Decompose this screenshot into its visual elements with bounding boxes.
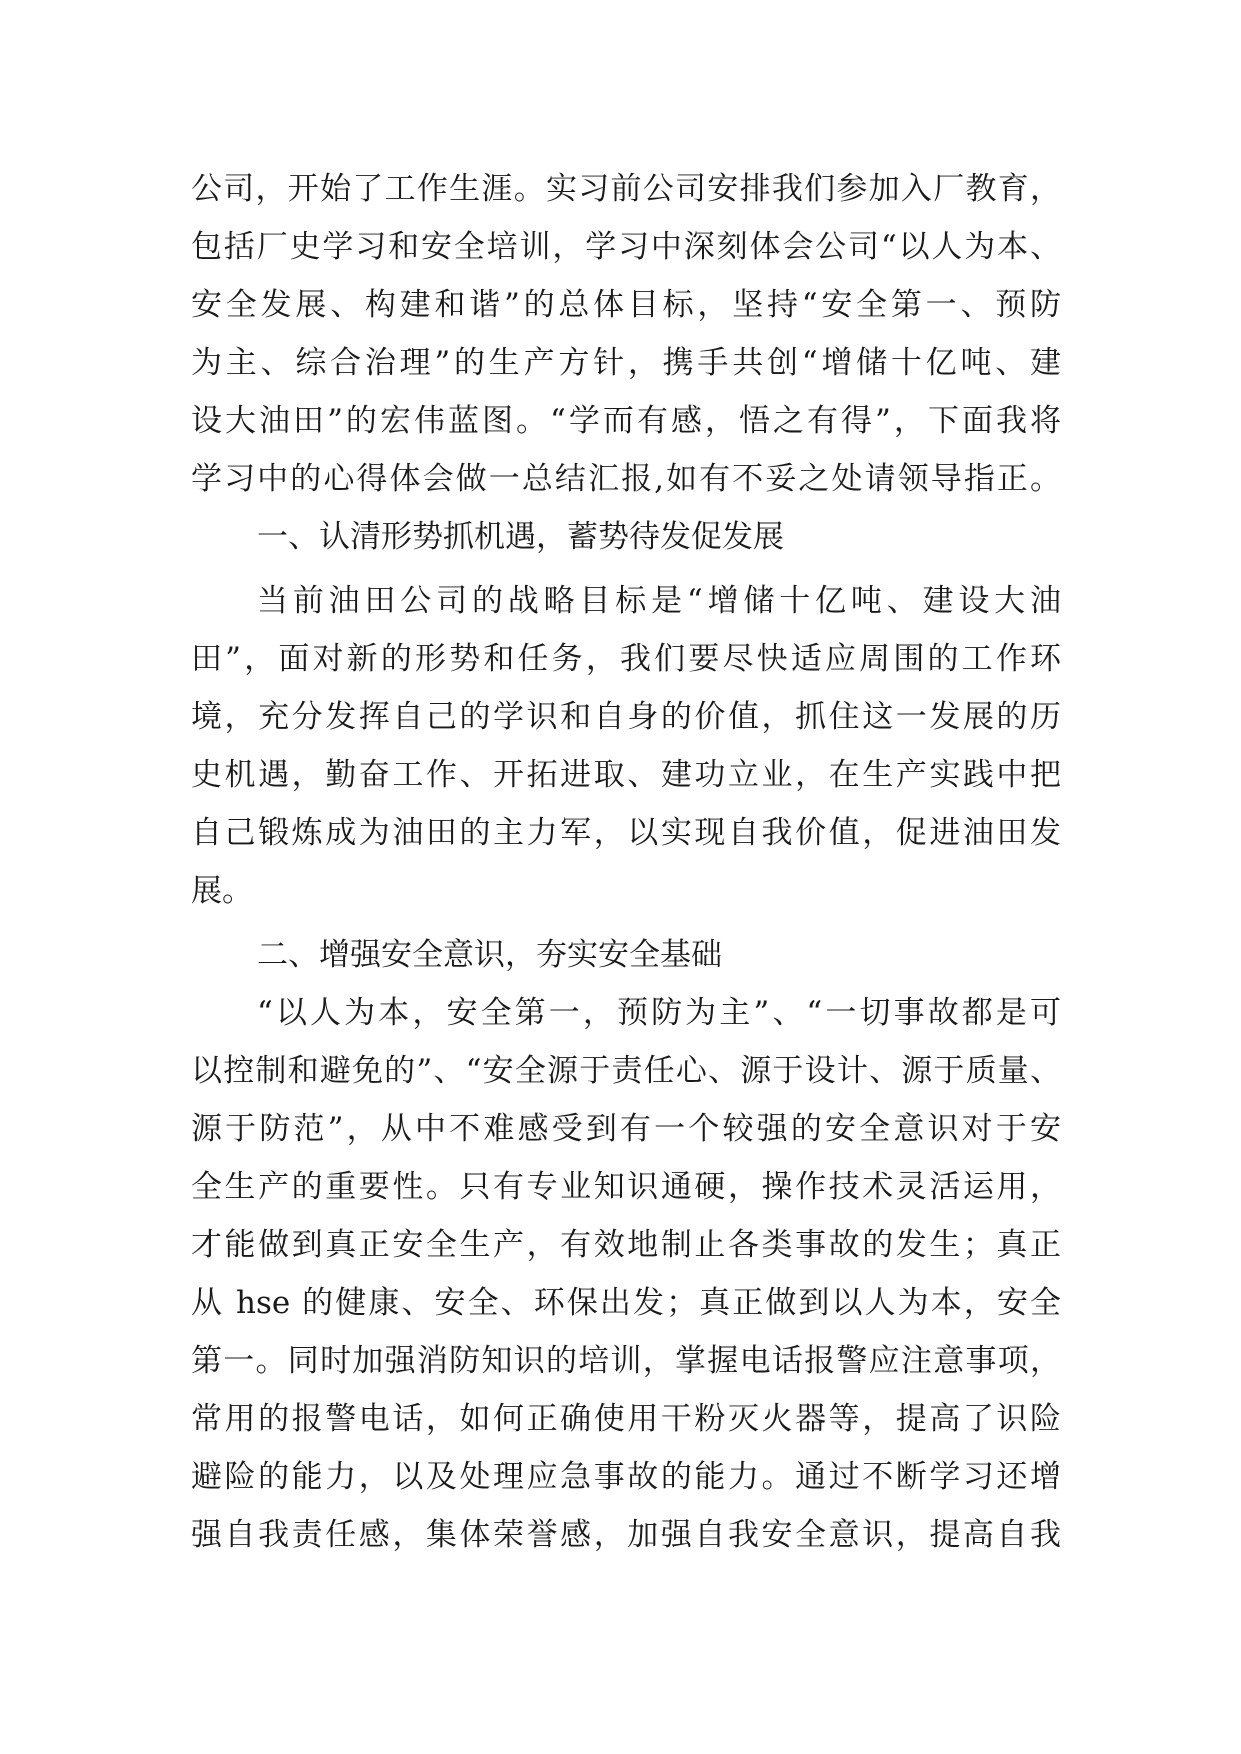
document-body [191,160,1061,1564]
paragraph-section-2 [191,984,1061,1564]
text-line: 安全发展、构建和谐”的总体目标，坚持“安全第一、预防 [191,287,1061,323]
text-line: 避险的能力，以及处理应急事故的能力。通过不断学习还增 [191,1459,1061,1495]
text-line: 设大油田”的宏伟蓝图。“学而有感，悟之有得”，下面我将 [191,403,1061,439]
paragraph-section-1 [191,572,1061,920]
heading-text: 一、认清形势抓机遇，蓄势待发促发展 [257,519,784,555]
text-line: 从 hse 的健康、安全、环保出发；真正做到以人为本，安全 [191,1285,1061,1321]
text-line: 田”，面对新的形势和任务，我们要尽快适应周围的工作环 [191,641,1061,677]
text-line: 第一。同时加强消防知识的培训，掌握电话报警应注意事项， [191,1343,1061,1379]
text-line: “以人为本，安全第一，预防为主”、“一切事故都是可 [257,995,1061,1031]
paragraph-intro [191,160,1061,508]
text-line: 学习中的心得体会做一总结汇报,如有不妥之处请领导指正。 [191,461,1061,497]
text-line: 为主、综合治理”的生产方针，携手共创“增储十亿吨、建 [191,345,1061,381]
text-line: 公司，开始了工作生涯。实习前公司安排我们参加入厂教育， [191,171,1061,207]
text-line: 境，充分发挥自己的学识和自身的价值，抓住这一发展的历 [191,699,1061,735]
text-line: 自己锻炼成为油田的主力军，以实现自我价值，促进油田发 [191,815,1061,851]
text-line: 常用的报警电话，如何正确使用干粉灭火器等，提高了识险 [191,1401,1061,1437]
text-line: 包括厂史学习和安全培训，学习中深刻体会公司“以人为本、 [191,229,1061,265]
text-line: 才能做到真正安全生产，有效地制止各类事故的发生；真正 [191,1227,1061,1263]
text-line: 全生产的重要性。只有专业知识通硬，操作技术灵活运用， [191,1169,1061,1205]
text-line: 展。 [191,873,253,909]
text-line: 强自我责任感，集体荣誉感，加强自我安全意识，提高自我 [191,1517,1061,1553]
text-line: 史机遇，勤奋工作、开拓进取、建功立业，在生产实践中把 [191,757,1061,793]
section-heading-1 [191,508,1061,566]
text-line: 当前油田公司的战略目标是“增储十亿吨、建设大油 [257,583,1061,619]
heading-text: 二、增强安全意识，夯实安全基础 [257,937,722,973]
text-line: 源于防范”，从中不难感受到有一个较强的安全意识对于安 [191,1111,1061,1147]
text-line: 以控制和避免的”、“安全源于责任心、源于设计、源于质量、 [191,1053,1061,1089]
section-heading-2 [191,926,1061,984]
